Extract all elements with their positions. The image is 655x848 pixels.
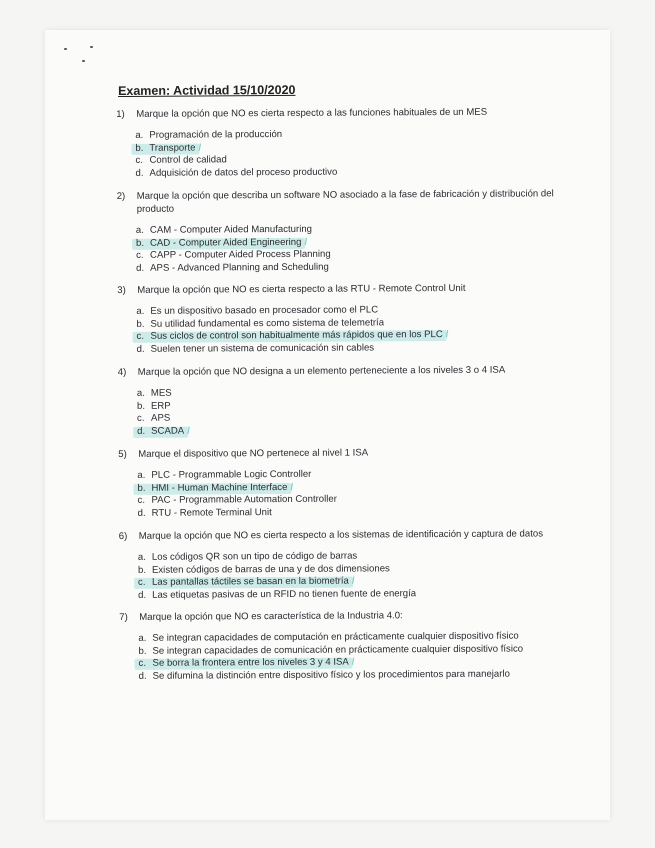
option-text: CAD - Computer Aided Engineering xyxy=(149,236,302,249)
question-text: Marque la opción que NO es cierta respecto a las funciones habituales de un MES xyxy=(136,106,488,120)
option-list xyxy=(138,549,561,602)
option-letter: c. xyxy=(137,412,145,424)
option-letter: b. xyxy=(135,237,145,249)
scan-speck xyxy=(82,60,85,62)
option-letter: b. xyxy=(136,318,145,330)
question-list xyxy=(118,105,562,683)
pen-stroke-icon: / xyxy=(304,236,308,248)
pen-stroke-icon: / xyxy=(445,328,449,341)
option-text: RTU - Remote Terminal Unit xyxy=(151,506,272,519)
pen-stroke-icon: / xyxy=(351,575,355,587)
exam-content xyxy=(118,81,562,693)
option-text: Las etiquetas pasivas de un RFID no tienen fuente de energía xyxy=(152,587,417,601)
option-text: Suelen tener un sistema de comunicación sin cables xyxy=(150,341,375,355)
question-block xyxy=(120,445,560,520)
option-item xyxy=(139,668,562,683)
option-text: Se difumina la distinción entre dispositivo físico y los procedimientos para manejarlo xyxy=(152,668,510,682)
option-text: ERP xyxy=(150,400,171,412)
question-text: Marque el dispositivo que NO pertenece al nivel 1 ISA xyxy=(138,447,369,460)
option-item-highlighted xyxy=(135,140,558,155)
question-number: 2) xyxy=(116,190,126,203)
question-prompt xyxy=(121,608,561,624)
question-text: Marque la opción que NO es cierta respecto a los sistemas de identificación y captura de datos xyxy=(138,528,544,542)
option-text: Se integran capacidades de computación en prácticamente cualquier dispositivo físico xyxy=(152,630,519,644)
question-text: Marque la opción que NO designa a un elemento perteneciente a los niveles 3 o 4 ISA xyxy=(137,364,506,378)
option-letter: a. xyxy=(136,305,145,317)
option-letter: a. xyxy=(137,551,146,563)
option-text: Se borra la frontera entre los niveles 3 y 4 ISA xyxy=(152,656,349,669)
option-text: Sus ciclos de control son habitualmente más rápidos que en los PLC xyxy=(150,329,443,342)
question-text: Marque la opción que NO es cierta respecto a las RTU - Remote Control Unit xyxy=(137,282,466,296)
option-letter: b. xyxy=(137,482,146,494)
option-text: PAC - Programmable Automation Controller xyxy=(151,493,337,506)
option-letter: a. xyxy=(136,387,145,399)
question-number: 6) xyxy=(118,530,128,543)
option-item xyxy=(138,643,561,658)
option-text: Su utilidad fundamental es como sistema de telemetría xyxy=(150,316,385,330)
option-text: APS - Advanced Planning and Scheduling xyxy=(150,261,329,274)
option-letter: c. xyxy=(138,576,146,588)
option-text: Es un dispositivo basado en procesador como el PLC xyxy=(150,304,379,317)
option-letter: a. xyxy=(137,469,146,481)
question-block xyxy=(118,105,558,180)
option-letter: b. xyxy=(136,400,146,412)
option-letter: b. xyxy=(138,645,147,657)
option-text: Transporte xyxy=(149,142,196,154)
question-prompt xyxy=(116,187,559,216)
option-text: CAM - Computer Aided Manufacturing xyxy=(149,223,313,236)
question-number: 4) xyxy=(117,366,127,379)
scan-speck xyxy=(64,48,67,50)
option-letter: b. xyxy=(137,564,147,576)
option-text: CAPP - Computer Aided Process Planning xyxy=(150,248,331,261)
option-list xyxy=(137,467,560,520)
pen-stroke-icon: / xyxy=(351,656,355,668)
option-item xyxy=(137,341,560,356)
question-text: Marque la opción que describa un software NO asociado a la fase de fabricación y distribución del producto xyxy=(136,188,554,215)
option-letter: c. xyxy=(137,494,146,506)
option-item-highlighted xyxy=(137,423,560,438)
question-prompt xyxy=(117,363,560,379)
option-item xyxy=(136,260,559,275)
question-number: 1) xyxy=(116,108,125,121)
option-text: PLC - Programmable Logic Controller xyxy=(151,468,312,481)
question-prompt xyxy=(118,105,558,121)
page-title: Examen: Actividad 15/10/2020 xyxy=(118,82,296,98)
option-item-highlighted xyxy=(136,235,559,250)
question-block xyxy=(119,281,559,356)
option-letter: d. xyxy=(136,262,145,274)
option-letter: d. xyxy=(138,589,147,601)
option-text: Los códigos QR son un tipo de código de barras xyxy=(151,550,358,563)
pen-stroke-icon: / xyxy=(198,141,202,154)
option-letter: d. xyxy=(135,167,144,179)
option-text: HMI - Human Machine Interface xyxy=(151,481,288,494)
option-letter: c. xyxy=(135,154,143,166)
option-letter: c. xyxy=(136,330,145,342)
option-text: Adquisición de datos del proceso productivo xyxy=(149,166,338,179)
option-text: Control de calidad xyxy=(149,154,227,166)
question-number: 7) xyxy=(119,611,128,624)
option-letter: d. xyxy=(136,343,145,355)
option-list xyxy=(136,303,559,356)
option-letter: a. xyxy=(135,224,144,236)
scan-speck xyxy=(90,46,93,48)
option-text: SCADA xyxy=(151,425,185,437)
question-prompt xyxy=(118,527,561,543)
question-text: Marque la opción que NO es característica de la Industria 4.0: xyxy=(139,610,403,623)
option-item xyxy=(138,505,561,520)
option-text: MES xyxy=(150,387,172,399)
option-letter: b. xyxy=(135,142,144,154)
option-text: Existen códigos de barras de una y de dos dimensiones xyxy=(151,562,390,576)
option-list xyxy=(137,385,560,438)
option-item-highlighted xyxy=(137,480,560,495)
option-letter: a. xyxy=(135,129,144,141)
question-number: 3) xyxy=(117,284,126,297)
option-letter: c. xyxy=(138,657,147,669)
option-list xyxy=(138,630,561,683)
question-block xyxy=(116,187,560,275)
option-text: Las pantallas táctiles se basan en la biometría xyxy=(152,575,349,588)
pen-stroke-icon: / xyxy=(290,481,294,493)
pen-stroke-icon: / xyxy=(187,425,190,437)
option-text: Se integran capacidades de comunicación en prácticamente cualquier dispositivo físico xyxy=(152,643,524,657)
option-text: APS xyxy=(151,412,171,424)
option-text: Programación de la producción xyxy=(149,128,283,141)
question-block xyxy=(121,608,561,683)
question-block xyxy=(118,527,561,602)
option-item xyxy=(138,587,561,602)
option-letter: c. xyxy=(136,249,144,261)
question-prompt xyxy=(119,281,559,297)
question-number: 5) xyxy=(118,448,127,461)
question-block xyxy=(117,363,560,438)
option-letter: d. xyxy=(137,425,146,437)
option-list xyxy=(136,222,559,275)
option-letter: d. xyxy=(138,670,147,682)
question-prompt xyxy=(120,445,560,461)
option-letter: a. xyxy=(138,632,147,644)
option-list xyxy=(135,127,558,180)
option-letter: d. xyxy=(137,507,146,519)
option-item xyxy=(136,165,559,180)
